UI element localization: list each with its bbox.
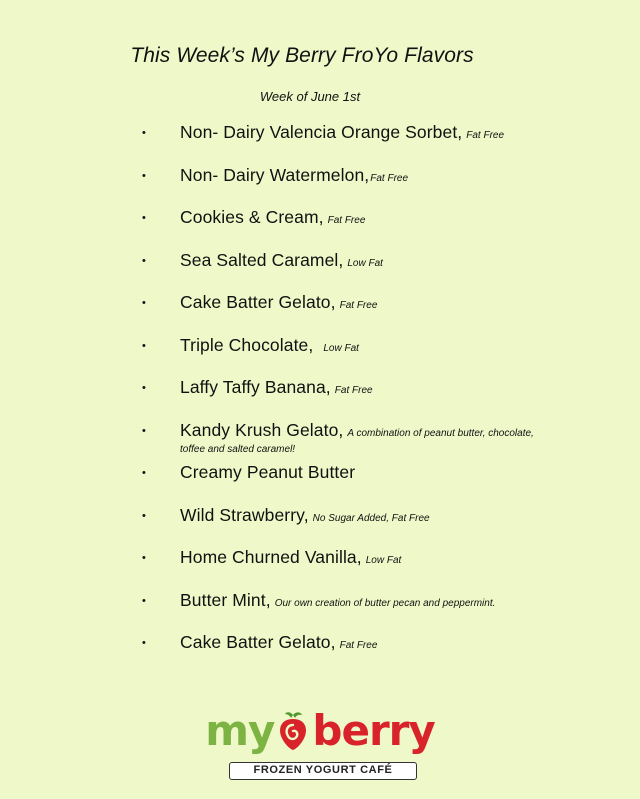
flavor-note: No Sugar Added, Fat Free [312,512,430,524]
bullet-icon: • [142,127,146,139]
strawberry-icon [276,711,310,751]
list-item [142,505,612,548]
flavor-name: Cake Batter Gelato, [180,632,336,652]
list-item [142,632,612,675]
list-item [142,122,612,165]
flavor-name: Cake Batter Gelato, [180,292,336,312]
flavor-note: Fat Free [339,640,378,651]
flavor-list [142,122,612,675]
flavor-name: Sea Salted Caramel, [180,249,344,270]
list-item [142,547,612,590]
flavor-note: A combination of peanut butter, chocolate, [347,427,534,439]
flavor-note-continued: toffee and salted caramel! [180,443,296,455]
bullet-icon: • [142,552,146,564]
list-item [142,207,612,250]
week-subtitle: Week of June 1st [259,89,361,104]
logo-word-my: my [205,706,275,755]
bullet-icon: • [142,212,146,224]
bullet-icon: • [142,594,146,607]
bullet-icon: • [142,297,146,309]
flavor-note: Low Fat [365,555,402,566]
flavor-name: Cookies & Cream, [180,207,324,227]
flavor-name: Triple Chocolate, [180,334,314,355]
flavor-note: Low Fat [347,257,383,269]
bullet-icon: • [142,254,146,267]
bullet-icon: • [142,467,146,479]
list-item [142,335,612,378]
flavor-note: Fat Free [327,215,366,226]
flavor-name: Kandy Krush Gelato, [180,419,344,440]
flavor-note: Fat Free [370,172,409,184]
list-item [142,165,612,208]
bullet-icon: • [142,169,146,182]
flavor-note: Low Fat [323,342,359,354]
bullet-icon: • [142,509,146,522]
flavor-note: Fat Free [334,385,373,396]
bullet-icon: • [142,382,146,394]
list-item [142,590,612,633]
flavor-name: Laffy Taffy Banana, [180,377,331,397]
list-item [142,250,612,293]
flavor-name: Home Churned Vanilla, [180,547,362,567]
bullet-icon: • [142,637,146,649]
flavor-name: Non- Dairy Watermelon, [180,164,370,185]
list-item [142,462,612,505]
list-item [142,420,612,463]
logo-tagline: FROZEN YOGURT CAFÉ [229,762,417,780]
logo-word-berry: berry [312,706,435,755]
list-item [142,292,612,335]
flavor-note: Fat Free [466,130,505,141]
bullet-icon: • [142,424,146,437]
flavor-note: Fat Free [339,300,378,311]
bullet-icon: • [142,339,146,352]
flavor-name: Wild Strawberry, [180,504,309,525]
flavor-note: Our own creation of butter pecan and peppermint. [274,597,496,609]
page-title: This Week’s My Berry FroYo Flavors [130,44,474,67]
brand-logo [0,696,640,786]
flavor-name: Creamy Peanut Butter [180,462,356,482]
flavor-name: Non- Dairy Valencia Orange Sorbet, [180,122,463,142]
list-item [142,377,612,420]
logo-wordmark [0,706,640,755]
flavor-name: Butter Mint, [180,589,271,610]
